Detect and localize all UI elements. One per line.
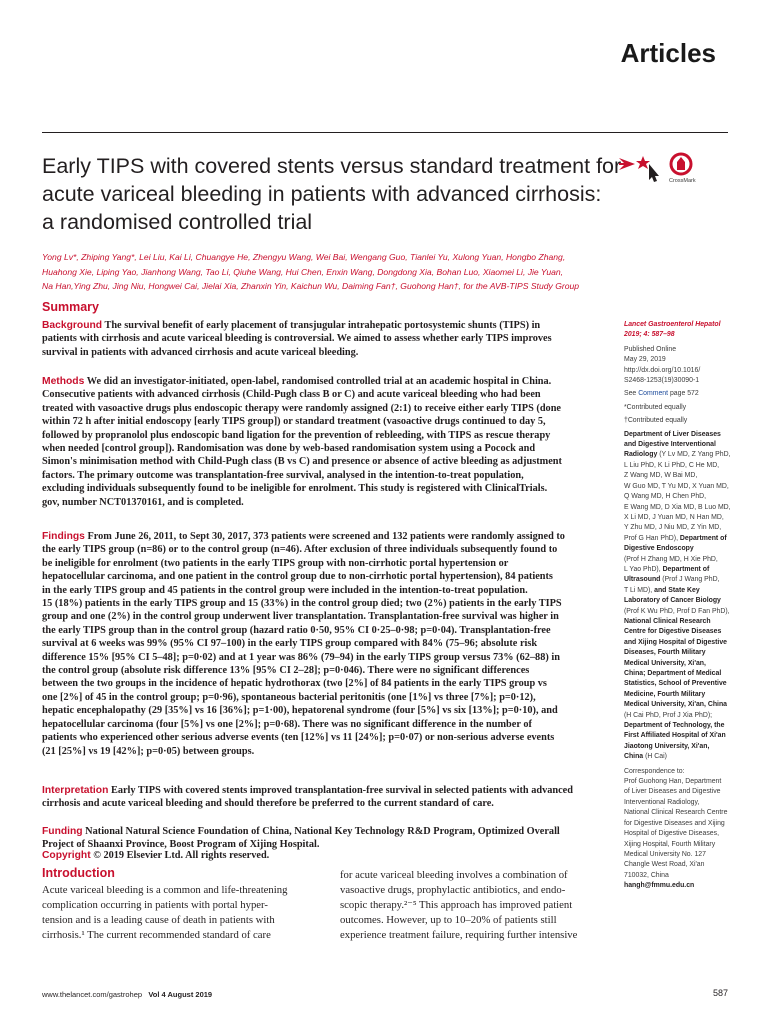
findings-label: Findings — [42, 531, 85, 542]
affiliation-text: Ultrasound — [624, 576, 661, 584]
affiliation-text: and State Key — [654, 586, 700, 594]
affiliation-text: (H Cai PhD, Prof J Xia PhD); — [624, 711, 713, 719]
introduction-heading: Introduction — [42, 866, 115, 880]
affiliation-text: W Guo MD, T Yu MD, X Yuan MD, — [624, 482, 729, 490]
affiliation-text: Diseases, Fourth Military — [624, 649, 706, 657]
affiliation-text: (H Cai) — [643, 753, 667, 761]
funding-paragraph: Funding National Natural Science Foundation of China, National Key Technology R&D Program, Optimized Overall Project of Shaanxi Province, Boost Program of Xijing Hospital. — [42, 826, 560, 851]
correspondence-line: Hospital of Digestive Diseases, — [624, 830, 719, 838]
affiliation-line — [624, 586, 744, 596]
findings-paragraph: Findings From June 26, 2011, to Sept 30, 2017, 373 patients were screened and 132 patients were randomly assigned to the early TIPS group (n=86) or to the control group (n=46). After exclusion of three individuals subsequently found to be ineligible for enrolment (two patients in the early TIPS group with non-cirrhotic portal hypertension or hepatocellular carcinoma, and one patient in the control group due to non-cirrhotic portal hypertension), 84 patients in the early TIPS group and 45 patients in the control group were included in the intention-to-treat population. 15 (18%) patients in the early TIPS group and 15 (33%) in the control group died; two (2%) patients in the early TIPS group and one (2%) in the control group underwent liver transplantation. Transplantation-free survival was higher in the early TIPS group than in the control group (hazard ratio 0·50, 95% CI 0·25–0·98; p=0·04). Transplantation-free survival at 6 weeks was 99% (95% CI 97–100) in the early TIPS group compared with 84% (75–96; absolute risk difference 15% [95% CI 5–48]; p=0·02) and at 1 year was 86% (79–94) in the early TIPS group versus 73% (62–88) in the control group (absolute risk difference 13% [95% CI 2–28]; p=0·046). There were no significant differences between the two groups in the incidence of hepatic hydrothorax (two [2%] of 84 patients in the early TIPS group vs one [2%] of 45 in the control group; p=0·96), spontaneous bacterial peritonitis (one [1%] vs three [7%]; p=0·12), hepatic encephalopathy (29 [35%] vs 16 [36%]; p=1·00), hepatorenal syndrome (four [5%] vs six [13%]; p=0·10), and hepatocellular carcinoma (four [5%] vs one [2%]; p=0·68). There was no significant difference in the number of patients who experienced other serious adverse events (ten [12%] vs 11 [24%]; p=0·07) or non-serious adverse events (21 [25%] vs 19 [42%]; p=0·05) between groups. — [42, 531, 565, 757]
header-rule — [42, 132, 728, 133]
affiliation-text: Laboratory of Cancer Biology — [624, 597, 721, 605]
affiliation-line — [624, 721, 744, 731]
author-line: Na Han,Ying Zhu, Jing Niu, Hongwei Cai, Jielai Xia, Zhanxin Yin, Kaichun Wu, Daiming Fan†, Guohong Han†, for the AVB-TIPS Study Group — [42, 281, 580, 291]
title-line: a randomised controlled trial — [42, 210, 313, 234]
affiliation-line — [624, 731, 744, 741]
affiliation-text: Medical University, Xi'an, China — [624, 701, 727, 709]
affiliation-text: National Clinical Research — [624, 617, 711, 625]
correspondence-line: Changle West Road, Xi'an — [624, 861, 705, 869]
affiliation-line — [624, 555, 744, 565]
affiliation-line — [624, 659, 744, 669]
affiliation-line — [624, 461, 744, 471]
journal-ref: Lancet Gastroenterol Hepatol — [624, 321, 721, 328]
affiliation-text: and Digestive Interventional — [624, 441, 716, 449]
affiliation-line — [624, 627, 744, 637]
methods-label: Methods — [42, 376, 85, 387]
methods-paragraph: Methods We did an investigator-initiated, open-label, randomised controlled trial at an academic hospital in China. Consecutive patients with advanced cirrhosis (Child-Pugh class B or C) and acute variceal bleeding who had been treated with vasoactive drugs plus endoscopic therapy were randomly assigned (2:1) to receive either early TIPS (done within 72 h after initial endoscopy [early TIPS group]) or standard treatment (vasoactive drugs continued to day 5, followed by propranolol plus endoscopic band ligation for the prevention of rebleeding, with TIPS as rescue therapy when needed [control group]). Randomisation was done by web-based randomisation system using a Pocock and Simon's minimisation method with Child-Pugh class (B vs C) and presence or absence of active bleeding as adjustment factors. The primary outcome was transplantation-free survival, analysed in the intention-to-treat population, excluding individuals subsequently found to be ineligible for enrolment. This study is registered with ClinicalTrials. gov, number NCT01370161, and is completed. — [42, 376, 562, 508]
affiliation-line — [624, 690, 744, 700]
contrib-note: *Contributed equally — [624, 403, 687, 411]
affiliation-line — [624, 513, 744, 523]
affiliation-text: (Prof H Zhang MD, H Xie PhD, — [624, 555, 718, 563]
email-link[interactable]: hangh@fmmu.edu.cn — [624, 882, 695, 890]
affiliation-line — [624, 503, 744, 513]
correspondence-line: Interventional Radiology, — [624, 798, 700, 806]
affiliation-text: Centre for Digestive Diseases — [624, 628, 722, 636]
correspondence-line: Correspondence to: — [624, 767, 685, 775]
affiliation-line — [624, 679, 744, 689]
affiliation-text: (Y Lv MD, Z Yang PhD, — [657, 451, 731, 459]
journal-url[interactable]: www.thelancet.com/gastrohep — [42, 990, 143, 999]
affiliation-text: Y Zhu MD, J Niu MD, Z Yin MD, — [624, 524, 722, 532]
affiliation-text: E Wang MD, D Xia MD, B Luo MD, — [624, 503, 731, 511]
affiliation-line — [624, 575, 744, 585]
affiliation-line — [624, 752, 744, 762]
affiliation-line — [624, 648, 744, 658]
affiliation-text: L Yao PhD), — [624, 565, 663, 573]
affiliation-line — [624, 669, 744, 679]
published-line: Published Online — [624, 345, 677, 353]
sidebar — [624, 320, 744, 892]
interpretation-label: Interpretation — [42, 785, 109, 796]
author-list — [42, 250, 622, 294]
affiliation-line — [624, 617, 744, 627]
article-icons — [617, 150, 707, 190]
crossmark-label: CrossMark — [669, 178, 696, 184]
affiliation-text: Prof G Han PhD), — [624, 534, 680, 542]
affiliation-text: and Xijing Hospital of Digestive — [624, 638, 727, 646]
doi-link[interactable]: http://dx.doi.org/10.1016/ — [624, 366, 701, 374]
doi-link[interactable]: S2468-1253(19)30090-1 — [624, 377, 700, 385]
correspondence-line: of Liver Diseases and Digestive — [624, 788, 721, 796]
introduction-right-column: for acute variceal bleeding involves a combination of vasoactive drugs, prophylactic antibiotics, and endo- scopic therapy.²⁻⁵ This approach has improved patient outcomes. However, up to 10–20% of patients still experience treatment failure, requiring further intensive — [340, 869, 578, 941]
affiliation-line — [624, 450, 744, 460]
page-number: 587 — [712, 988, 728, 998]
affiliation-line — [624, 596, 744, 606]
title-line: Early TIPS with covered stents versus standard treatment for — [42, 154, 622, 178]
affiliation-line — [624, 711, 744, 721]
affiliation-text: Digestive Endoscopy — [624, 545, 694, 553]
affiliation-line — [624, 440, 744, 450]
correspondence-line: Xijing Hospital, Fourth Military — [624, 840, 716, 848]
affiliation-text: L Liu PhD, K Li PhD, C He MD, — [624, 461, 720, 469]
background-paragraph: Background The survival benefit of early placement of transjugular intrahepatic portosystemic shunts (TIPS) in patients with cirrhosis and acute variceal bleeding is controversial. We aimed to assess whether early TIPS improves survival in patients with advanced cirrhosis and acute variceal bleeding. — [42, 320, 552, 358]
affiliation-text: Medical University, Xi'an, — [624, 659, 706, 667]
affiliation-line — [624, 742, 744, 752]
affiliation-text: Medicine, Fourth Military — [624, 690, 706, 698]
correspondence — [624, 767, 744, 881]
share-arrow-icon[interactable] — [617, 150, 707, 190]
affiliation-line — [624, 534, 744, 544]
author-line: Yong Lv*, Zhiping Yang*, Lei Liu, Kai Li, Chuangye He, Zhengyu Wang, Wei Bai, Wengang Guo, Tianlei Yu, Xulong Yuan, Hongbo Zhang, — [42, 252, 566, 262]
comment-link[interactable]: Comment — [638, 390, 669, 398]
contrib-note: †Contributed equally — [624, 417, 688, 425]
copyright-label: Copyright — [42, 850, 91, 861]
affiliation-text: China; Department of Medical — [624, 670, 722, 677]
section-label: Articles — [620, 38, 716, 68]
interpretation-paragraph: Interpretation Early TIPS with covered stents improved transplantation-free survival in selected patients with advanced cirrhosis and acute variceal bleeding and should therefore be preferred to the current standard of care. — [42, 785, 573, 810]
affiliation-text: Department of Technology, the — [624, 722, 725, 730]
summary-heading: Summary — [42, 300, 99, 314]
issue-info: Vol 4 August 2019 — [148, 990, 213, 999]
affiliations — [624, 430, 744, 763]
copyright-block: Copyright © 2019 Elsevier Ltd. All rights reserved. — [42, 850, 270, 861]
affiliation-line — [624, 565, 744, 575]
correspondence-line: 710032, China — [624, 871, 669, 879]
affiliation-line — [624, 482, 744, 492]
correspondence-line: Medical University No. 127 — [624, 850, 706, 858]
affiliation-line — [624, 544, 744, 554]
article-title — [42, 152, 622, 236]
affiliation-line — [624, 430, 744, 440]
footer — [42, 990, 212, 999]
affiliation-line — [624, 700, 744, 710]
see-comment: See Comment page 572 — [624, 390, 699, 398]
correspondence-line: Prof Guohong Han, Department — [624, 778, 722, 786]
affiliation-text: Department of — [662, 565, 710, 573]
affiliation-line — [624, 607, 744, 617]
affiliation-text: X Li MD, J Yuan MD, N Han MD, — [624, 513, 724, 521]
author-line: Huahong Xie, Liping Yao, Jianhong Wang, Tao Li, Qiuhe Wang, Hui Chen, Enxin Wang, Dongdong Xia, Bohan Luo, Xiaomei Li, Jie Yuan, — [42, 266, 564, 277]
correspondence-line: National Clinical Research Centre — [624, 809, 728, 817]
affiliation-line — [624, 471, 744, 481]
affiliation-text: First Affiliated Hospital of Xi'an — [624, 732, 726, 740]
affiliation-text: Z Wang MD, W Bai MD, — [624, 472, 698, 480]
affiliation-text: Department of Liver Diseases — [624, 430, 721, 438]
affiliation-text: Jiaotong University, Xi'an, — [624, 742, 710, 750]
affiliation-text: Radiology — [624, 451, 658, 459]
affiliation-text: Q Wang MD, H Chen PhD, — [624, 493, 707, 501]
journal-volume: 2019; 4: 587–98 — [624, 331, 675, 339]
affiliation-text: Statistics, School of Preventive — [624, 680, 727, 688]
affiliation-text: T Li MD), — [624, 586, 655, 594]
affiliation-line — [624, 523, 744, 533]
affiliation-text: (Prof K Wu PhD, Prof D Fan PhD), — [624, 607, 730, 615]
background-label: Background — [42, 320, 103, 331]
title-line: acute variceal bleeding in patients with advanced cirrhosis: — [42, 182, 602, 206]
correspondence-line: for Digestive Diseases and Xijing — [624, 819, 725, 827]
affiliation-text: Department of — [679, 534, 727, 542]
introduction-left-column: Acute variceal bleeding is a common and life-threatening complication occurring in patients with portal hyper- tension and is a leading cause of death in patients with cirrhosis.¹ The current recommended standard of care — [42, 884, 288, 941]
affiliation-line — [624, 492, 744, 502]
published-line: May 29, 2019 — [624, 356, 666, 364]
funding-label: Funding — [42, 826, 83, 837]
affiliation-text: (Prof J Wang PhD, — [660, 576, 720, 584]
affiliation-text: China — [624, 753, 644, 761]
affiliation-line — [624, 638, 744, 648]
